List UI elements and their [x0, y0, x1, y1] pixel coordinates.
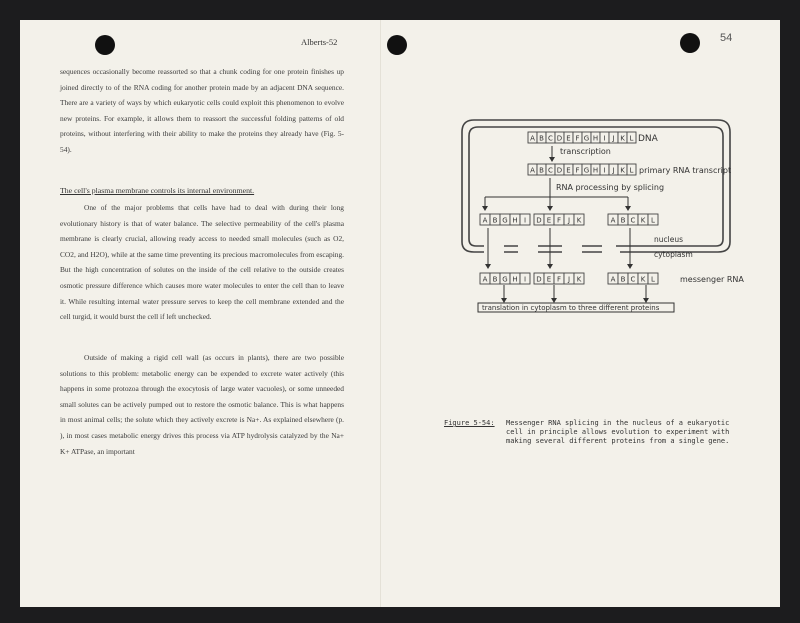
nucleus-mrna-2-letter: K	[576, 216, 582, 225]
label-transcription: transcription	[560, 147, 611, 156]
dna-letter: A	[530, 134, 535, 143]
branch-middle-arrowhead	[547, 206, 553, 211]
nucleus-mrna-1-letter: G	[502, 216, 508, 225]
dna-sequence	[528, 132, 636, 143]
nucleus-mrna-3-letter: B	[620, 216, 626, 225]
rna-letter: A	[530, 166, 535, 175]
section-heading: The cell's plasma membrane controls its internal environment.	[60, 186, 255, 195]
label-nucleus: nucleus	[654, 235, 683, 244]
paragraph-1: sequences occasionally become reassorted so that a chunk coding for one protein finishes up joined directly to of the RNA coding for another protein made by an adjacent DNA sequence. There are a variety of ways by which eukaryotic cells could exploit this phenomenon to evolve new proteins. For example, it allows them to reassort the successful folding patterns of old proteins, without interfering with their ability to make the proteins they already have (Fig. 5-54).	[60, 67, 344, 154]
spliced-mrnas-nucleus	[480, 214, 658, 225]
nucleus-mrna-3-letter: C	[630, 216, 636, 225]
cytoplasm-mrna-3-letter: C	[630, 275, 636, 284]
document-sheet	[20, 20, 780, 607]
cytoplasm-mrna-1-letter: H	[512, 275, 518, 284]
cytoplasm-mrna-2-letter: D	[536, 275, 542, 284]
nucleus-mrna-3-letter: L	[651, 216, 655, 225]
nucleus-mrna-1-letter: I	[523, 216, 527, 225]
dna-letter: C	[548, 134, 553, 143]
cytoplasm-mrna-1-letter: B	[492, 275, 498, 284]
translation-arrows	[501, 285, 649, 303]
rna-letter: B	[539, 166, 544, 175]
cytoplasm-mrna-1-letter: I	[523, 275, 527, 284]
dna-letter: K	[620, 134, 625, 143]
rna-letter: I	[603, 166, 606, 175]
rna-letter: G	[583, 166, 590, 175]
transcription-arrowhead	[549, 157, 555, 162]
cytoplasm-mrna-2-letter: K	[576, 275, 582, 284]
nucleus-mrna-3-letter: K	[640, 216, 646, 225]
rna-letter: L	[629, 166, 634, 175]
dna-letter: G	[583, 134, 590, 143]
dna-letter: J	[612, 134, 615, 143]
cytoplasm-mrna-3-letter: K	[640, 275, 646, 284]
rna-letter: F	[575, 166, 580, 175]
page-number: 54	[720, 32, 733, 44]
nucleus-mrna-1-letter: B	[492, 216, 498, 225]
paragraph-3: Outside of making a rigid cell wall (as occurs in plants), there are two possible solutions to this problem: metabolic energy can be expended to excrete water actively (this happens in some protozoa through the exocytosis of large water vacuoles), or some unneeded small solutes can be actively pumped out to restore the osmotic balance. This is what happens in most animal cells; the solute which they actively excrete is Na+. As explained elsewhere (p. ), in most cases metabolic energy drives this process via ATP hydrolysis catalyzed by the Na+ K+ ATPase, an important	[60, 353, 344, 456]
nucleus-mrna-3-letter: A	[610, 216, 616, 225]
rna-letter: H	[592, 166, 599, 175]
export-arrows	[485, 228, 633, 269]
rna-splicing-diagram	[380, 20, 780, 320]
nucleus-mrna-1-letter: A	[482, 216, 488, 225]
nucleus-mrna-2-letter: J	[567, 216, 571, 225]
cytoplasm-mrna-3-letter: A	[610, 275, 616, 284]
label-splicing: RNA processing by splicing	[556, 183, 665, 192]
rna-letter: D	[556, 166, 563, 175]
cytoplasm-mrna-2-letter: E	[546, 275, 552, 284]
rna-letter: C	[548, 166, 553, 175]
rna-letter: J	[612, 166, 615, 175]
page-header: Alberts-52	[301, 37, 338, 47]
cytoplasm-mrna-1-letter: A	[482, 275, 488, 284]
primary-transcript-sequence	[528, 164, 636, 175]
figure-caption-label: Figure 5-54:	[444, 419, 495, 427]
dna-letter: L	[629, 134, 634, 143]
nucleus-mrna-2-letter: D	[536, 216, 542, 225]
nucleus-mrna-2-letter: E	[546, 216, 552, 225]
rna-letter: E	[566, 166, 571, 175]
dna-letter: I	[603, 134, 606, 143]
cytoplasm-mrna-2-letter: J	[567, 275, 571, 284]
figure-caption-text: Messenger RNA splicing in the nucleus of a eukaryotic cell in principle allows evolution to experiment with making several different proteins from a single gene.	[506, 419, 730, 445]
dna-letter: E	[566, 134, 571, 143]
paragraph-2: One of the major problems that cells have had to deal with during their long evolutionary history is that of water balance. The selective permeability of the cell's plasma membrane is clearly crucial, allowing ready access to needed small molecules (such as O2, CO2, and H2O), while at the same time preventing its precious macromolecules from escaping. But the high concentration of solutes on the inside of the cell relative to the outside creates osmotic pressure difference which causes more water molecules to enter the cell than to leave it. While resulting internal water pressure serves to keep the cell membrane extended and the cell turgid, it would burst the cell if left unchecked.	[60, 203, 344, 322]
left-page	[20, 20, 380, 607]
cytoplasm-mrna-3-letter: L	[651, 275, 655, 284]
dna-letter: D	[556, 134, 563, 143]
cytoplasm-mrna-1-letter: G	[502, 275, 508, 284]
dna-letter: B	[539, 134, 544, 143]
nucleus-mrna-1-letter: H	[512, 216, 518, 225]
rna-letter: K	[620, 166, 625, 175]
messenger-rnas-cytoplasm	[480, 273, 658, 284]
nucleus-mrna-2-letter: F	[556, 216, 562, 225]
label-cytoplasm: cytoplasm	[654, 250, 693, 259]
dna-letter: H	[592, 134, 599, 143]
label-dna: DNA	[638, 134, 658, 144]
right-page	[380, 20, 780, 607]
cytoplasm-mrna-2-letter: F	[556, 275, 562, 284]
branch-left-arrowhead	[482, 206, 488, 211]
label-primary-transcript: primary RNA transcript	[639, 166, 732, 175]
dna-letter: F	[575, 134, 580, 143]
cytoplasm-mrna-3-letter: B	[620, 275, 626, 284]
branch-right-arrowhead	[625, 206, 631, 211]
label-translation: translation in cytoplasm to three different proteins	[482, 304, 660, 312]
label-messenger-rna: messenger RNA	[680, 275, 744, 284]
